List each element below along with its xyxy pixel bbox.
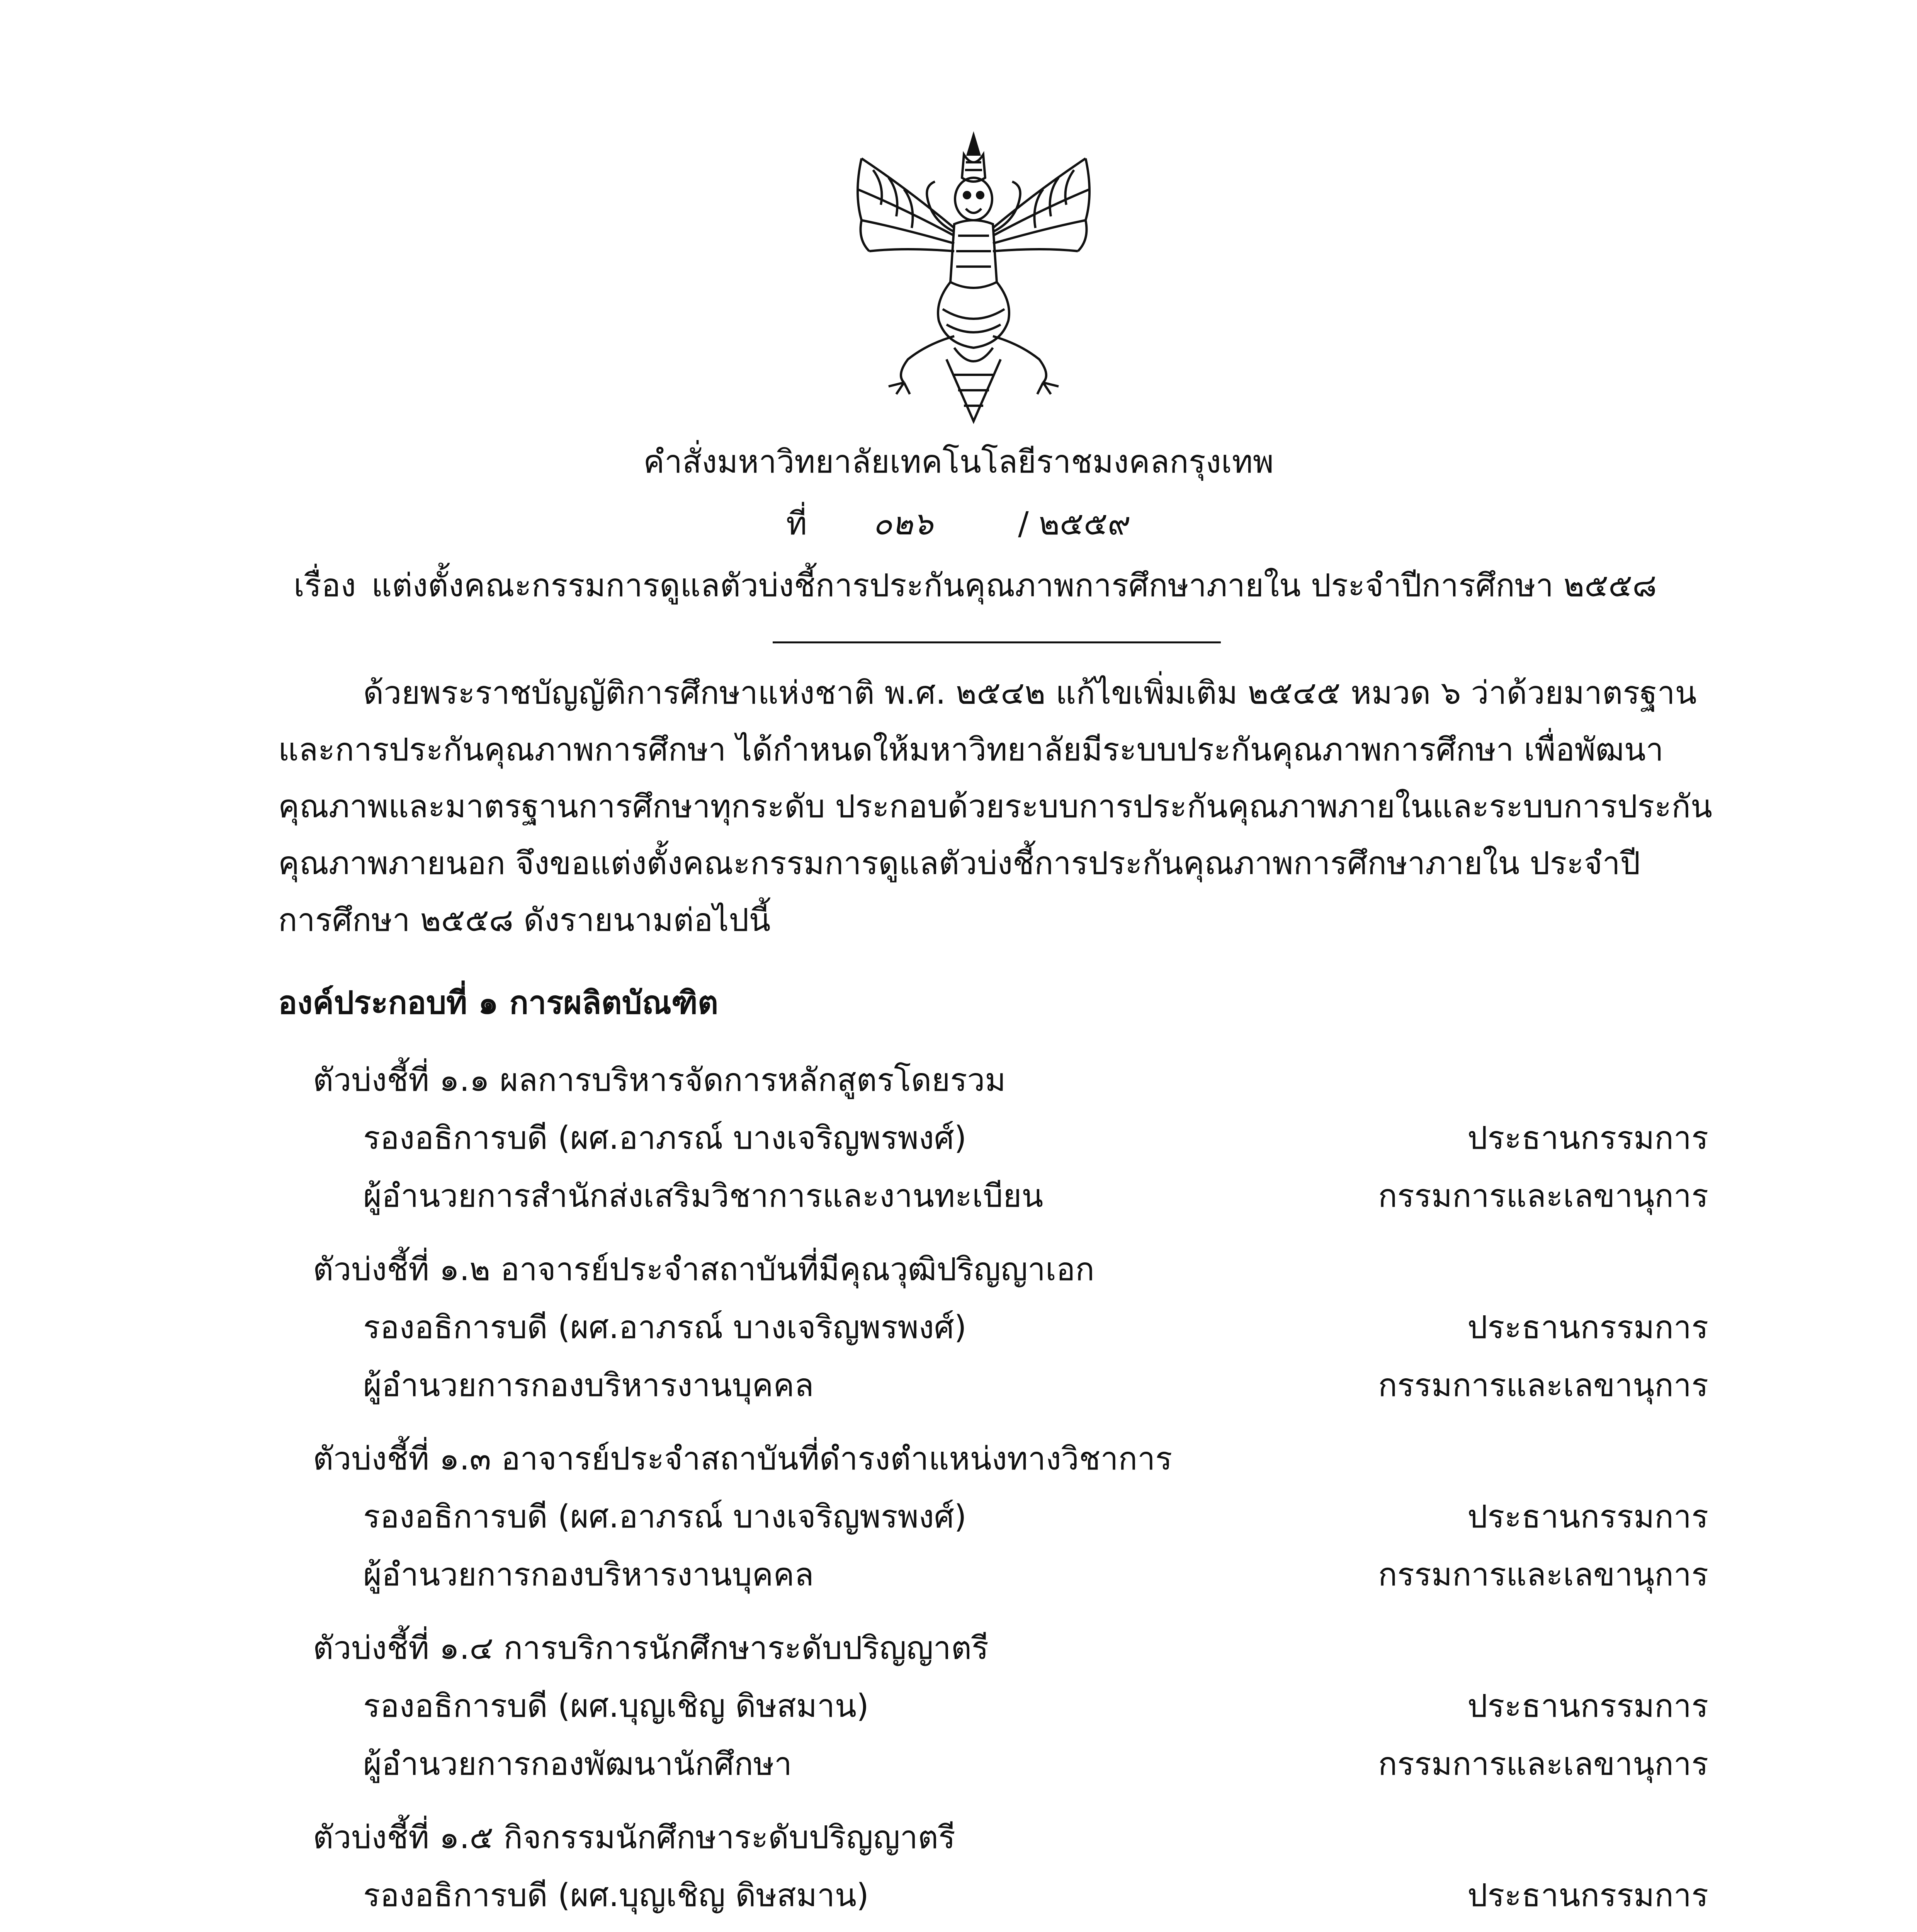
member-role	[1378, 1928, 1708, 1932]
component-heading: องค์ประกอบที่ ๑ การผลิตบัณฑิต	[278, 985, 719, 1021]
subject-label: เรื่อง	[294, 567, 356, 604]
indicator-title: ตัวบ่งชี้ที่ ๑.๕ กิจกรรมนักศึกษาระดับปริญญาตรี	[313, 1819, 955, 1856]
member-name	[363, 1928, 792, 1932]
member-role: ประธานกรรมการ	[1467, 1877, 1708, 1914]
member-role: ประธานกรรมการ	[1467, 1120, 1708, 1156]
order-subject	[294, 560, 1657, 611]
member-name: ผู้อำนวยการสำนักส่งเสริมวิชาการและงานทะเบียน	[363, 1178, 1043, 1214]
order-number-label: ที่	[786, 505, 807, 542]
member-name: รองอธิการบดี (ผศ.อาภรณ์ บางเจริญพรพงศ์)	[363, 1120, 967, 1156]
garuda-emblem-icon	[838, 128, 1109, 437]
indicator-title: ตัวบ่งชี้ที่ ๑.๑ ผลการบริหารจัดการหลักสูตรโดยรวม	[313, 1062, 1006, 1099]
member-role: กรรมการและเลขานุการ	[1378, 1367, 1708, 1404]
order-year: / ๒๕๕๙	[1018, 505, 1131, 542]
member-name: รองอธิการบดี (ผศ.อาภรณ์ บางเจริญพรพงศ์)	[363, 1309, 967, 1346]
member-role: ประธานกรรมการ	[1467, 1309, 1708, 1346]
intro-line: ด้วยพระราชบัญญัติการศึกษาแห่งชาติ พ.ศ. ๒๕๔๒ แก้ไขเพิ่มเติม ๒๕๔๕ หมวด ๖ ว่าด้วยมาตรฐาน	[363, 675, 1697, 711]
member-name: ผู้อำนวยการกองบริหารงานบุคคล	[363, 1367, 814, 1404]
member-role: กรรมการและเลขานุการ	[1378, 1746, 1708, 1782]
indicator-title: ตัวบ่งชี้ที่ ๑.๔ การบริการนักศึกษาระดับปริญญาตรี	[313, 1630, 989, 1667]
intro-line: คุณภาพและมาตรฐานการศึกษาทุกระดับ ประกอบด้วยระบบการประกันคุณภาพภายในและระบบการประกัน	[278, 788, 1713, 825]
member-role: กรรมการและเลขานุการ	[1378, 1556, 1708, 1593]
member-role: ประธานกรรมการ	[1467, 1498, 1708, 1535]
member-name: ผู้อำนวยการกองบริหารงานบุคคล	[363, 1556, 814, 1593]
order-number: ๐๒๖	[872, 505, 933, 542]
intro-paragraph	[278, 665, 1715, 949]
header-divider	[773, 641, 1221, 643]
intro-line: คุณภาพภายนอก จึงขอแต่งตั้งคณะกรรมการดูแลตัวบ่งชี้การประกันคุณภาพการศึกษาภายใน ประจำปี	[278, 845, 1640, 882]
member-name: รองอธิการบดี (ผศ.บุญเชิญ ดิษสมาน)	[363, 1688, 869, 1725]
member-name: ผู้อำนวยการกองพัฒนานักศึกษา	[363, 1746, 792, 1782]
member-name: รองอธิการบดี (ผศ.อาภรณ์ บางเจริญพรพงศ์)	[363, 1498, 967, 1535]
intro-line: และการประกันคุณภาพการศึกษา ได้กำหนดให้มหาวิทยาลัยมีระบบประกันคุณภาพการศึกษา เพื่อพัฒนา	[278, 731, 1664, 768]
member-name: รองอธิการบดี (ผศ.บุญเชิญ ดิษสมาน)	[363, 1877, 869, 1914]
subject-text: แต่งตั้งคณะกรรมการดูแลตัวบ่งชี้การประกันคุณภาพการศึกษาภายใน ประจำปีการศึกษา ๒๕๕๘	[371, 567, 1657, 604]
order-number-line	[0, 498, 1917, 549]
indicator-title: ตัวบ่งชี้ที่ ๑.๓ อาจารย์ประจำสถาบันที่ดำรงตำแหน่งทางวิชาการ	[313, 1440, 1173, 1477]
indicator-title: ตัวบ่งชี้ที่ ๑.๒ อาจารย์ประจำสถาบันที่มีคุณวุฒิปริญญาเอก	[313, 1251, 1094, 1288]
member-role: ประธานกรรมการ	[1467, 1688, 1708, 1725]
member-role: กรรมการและเลขานุการ	[1378, 1178, 1708, 1214]
intro-line: การศึกษา ๒๕๕๘ ดังรายนามต่อไปนี้	[278, 902, 771, 939]
order-title: คำสั่งมหาวิทยาลัยเทคโนโลยีราชมงคลกรุงเทพ	[643, 444, 1274, 480]
